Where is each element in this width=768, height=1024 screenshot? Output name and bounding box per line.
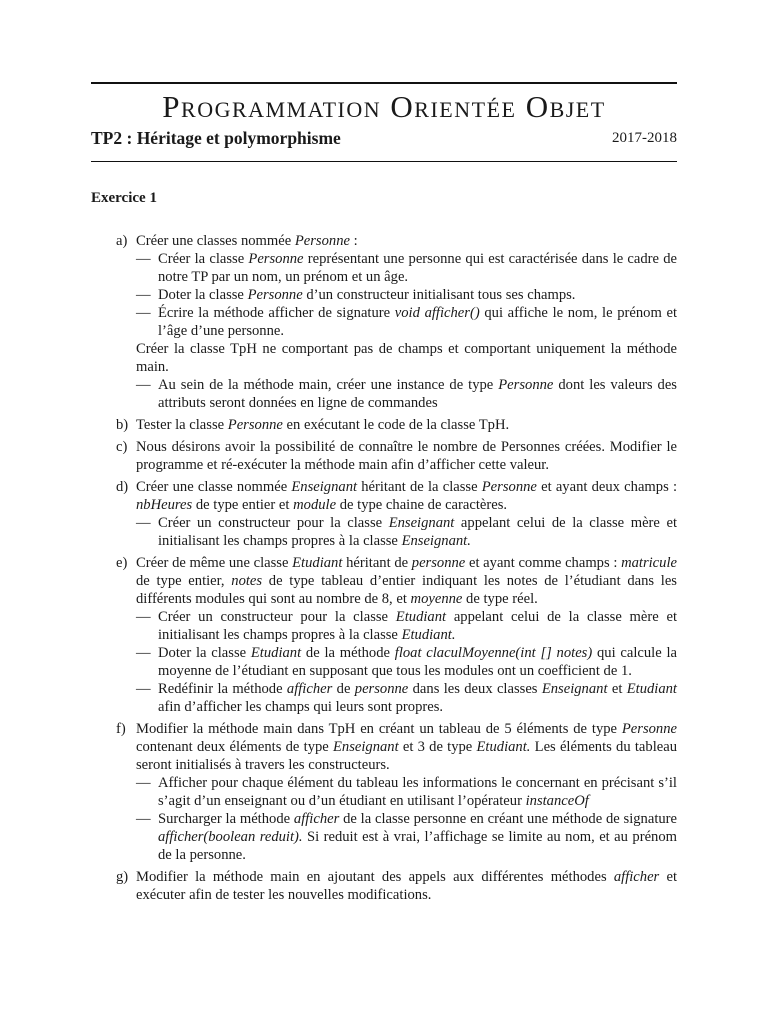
- exercise-item-f: [91, 720, 677, 864]
- item-text: Tester la classe Personne en exécutant le code de la classe TpH.: [136, 417, 510, 433]
- item-text: Modifier la méthode main en ajoutant des appels aux différentes méthodes afficher et exécuter afin de tester les nouvelles modifications.: [136, 869, 677, 903]
- sub-item: — Créer la classe Personne représentant une personne qui est caractérisée dans le cadre de notre TP par un nom, un prénom et un âge.: [136, 251, 677, 285]
- exercise-item-c: [91, 438, 677, 474]
- header-bottom-rule: [91, 161, 677, 162]
- sub-item: — Surcharger la méthode afficher de la classe personne en créant une méthode de signature afficher(boolean reduit). Si reduit est à vrai, l’affichage se limite au nom, et au prénom de la personne.: [136, 811, 678, 863]
- item-label: b): [116, 417, 129, 433]
- sub-item: — Redéfinir la méthode afficher de personne dans les deux classes Enseignant et Etudiant afin d’afficher les champs qui leurs sont propres.: [136, 681, 677, 715]
- dash-bullet: —: [136, 681, 151, 697]
- sub-item: — Au sein de la méthode main, créer une instance de type Personne dont les valeurs des attributs seront données en ligne de commandes: [136, 377, 677, 411]
- item-text: Nous désirons avoir la possibilité de connaître le nombre de Personnes créées. Modifier le programme et ré-exécuter la méthode main afin d’afficher cette valeur.: [136, 439, 677, 473]
- item-label: a): [116, 233, 128, 249]
- item-label: g): [116, 869, 129, 885]
- item-text: Créer une classes nommée Personne :: [136, 233, 358, 249]
- item-text: Créer de même une classe Etudiant héritant de personne et ayant comme champs : matricule de type entier, notes de type tableau d’entier indiquant les notes de l’étudiant dans les différents modules qui sont au nombre de 8, et moyenne de type réel.: [136, 555, 677, 607]
- item-label: f): [116, 721, 126, 737]
- item-text: Modifier la méthode main dans TpH en créant un tableau de 5 éléments de type Personne contenant deux éléments de type Enseignant et 3 de type Etudiant. Les éléments du tableau seront initialisés à travers les constructeurs.: [136, 721, 677, 773]
- sub-item: — Doter la classe Personne d’un constructeur initialisant tous ses champs.: [136, 287, 576, 303]
- dash-bullet: —: [136, 609, 151, 625]
- dash-bullet: —: [136, 775, 151, 791]
- document-title: Programmation Orientée Objet: [162, 89, 606, 124]
- dash-bullet: —: [136, 251, 151, 267]
- dash-bullet: —: [136, 377, 151, 393]
- tp-title: TP2 : Héritage et polymorphisme: [91, 128, 341, 148]
- item-label: d): [116, 479, 129, 495]
- sub-item: — Créer un constructeur pour la classe Etudiant appelant celui de la classe mère et initialisant les champs propres à la classe Etudiant.: [136, 609, 678, 643]
- exercise-heading: Exercice 1: [91, 190, 157, 206]
- exercise-item-d: [91, 478, 677, 550]
- exercise-item-g: [91, 868, 677, 904]
- sub-item: — Écrire la méthode afficher de signature void afficher() qui affiche le nom, le prénom et l’âge d’une personne.: [136, 305, 677, 339]
- item-label: e): [116, 555, 128, 571]
- item-paragraph: Créer la classe TpH ne comportant pas de champs et comportant uniquement la méthode main.: [136, 341, 677, 375]
- exercise-item-e: [91, 554, 677, 716]
- exercise-item-b: [91, 416, 677, 434]
- sub-item: — Afficher pour chaque élément du tableau les informations le concernant en précisant s’il s’agit d’un enseignant ou d’un étudiant en utilisant l’opérateur instanceOf: [136, 775, 677, 809]
- item-text: Créer une classe nommée Enseignant héritant de la classe Personne et ayant deux champs : nbHeures de type entier et module de type chaine de caractères.: [136, 479, 678, 513]
- exercise-item-a: [91, 232, 677, 412]
- academic-year: 2017-2018: [612, 130, 677, 146]
- document-subtitle: [91, 128, 677, 148]
- dash-bullet: —: [136, 287, 151, 303]
- exercise-list: [91, 232, 677, 904]
- dash-bullet: —: [136, 811, 151, 827]
- item-label: c): [116, 439, 128, 455]
- dash-bullet: —: [136, 305, 151, 321]
- sub-item: — Doter la classe Etudiant de la méthode float claculMoyenne(int [] notes) qui calcule la moyenne de l’étudiant en supposant que tous les modules ont un coefficient de 1.: [136, 645, 678, 679]
- dash-bullet: —: [136, 645, 151, 661]
- dash-bullet: —: [136, 515, 151, 531]
- sub-item: — Créer un constructeur pour la classe Enseignant appelant celui de la classe mère et initialisant les champs propres à la classe Enseignant.: [136, 515, 677, 549]
- header-top-rule: [91, 82, 677, 84]
